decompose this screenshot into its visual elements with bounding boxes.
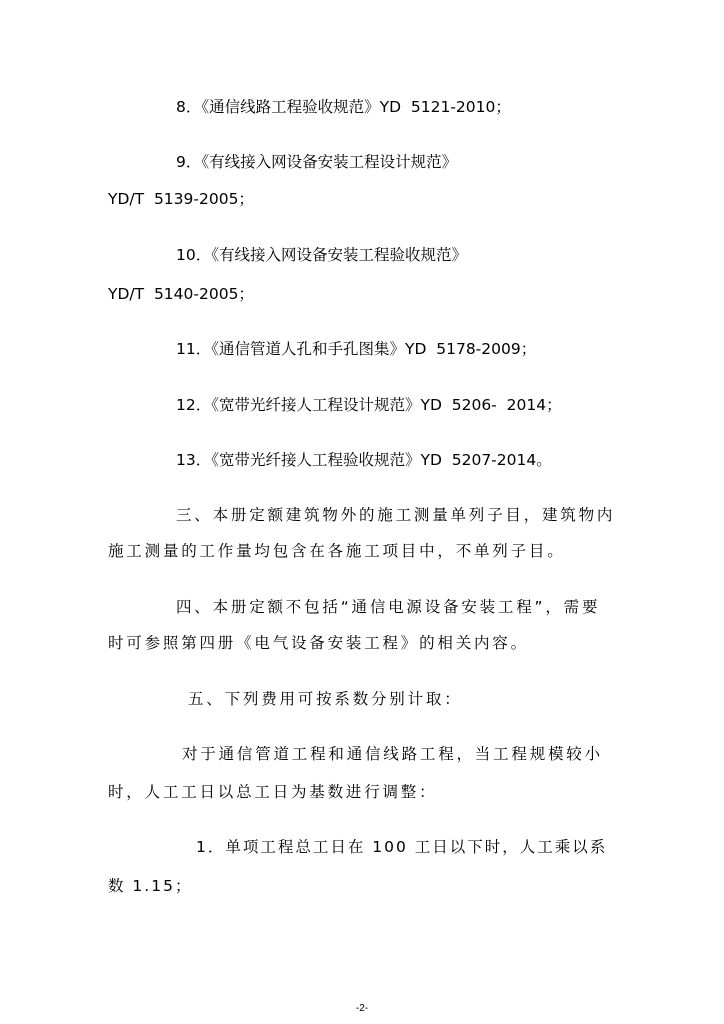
paragraph-5-heading: 五、下列费用可按系数分别计取： [188,690,463,708]
reference-item-9: 9．《有线接入网设备安装工程设计规范》 [176,153,458,171]
page-number: -2- [355,1003,369,1014]
reference-item-12: 12．《宽带光纤接人工程设计规范》YD 5206- 2014； [176,396,562,414]
reference-item-8: 8．《通信线路工程验收规范》YD 5121-2010； [176,98,511,116]
coefficient-item-1-line-1: 1．单项工程总工日在 100 工日以下时，人工乘以系 [196,838,608,856]
reference-item-11: 11．《通信管道人孔和手孔图集》YD 5178-2009； [176,340,537,358]
reference-item-9-code: YD/T 5139-2005； [108,190,254,208]
reference-item-10-code: YD/T 5140-2005； [108,285,254,303]
coefficient-item-1-line-2: 数 1.15； [108,877,193,895]
paragraph-4-line-1: 四、本册定额不包括“通信电源设备安装工程”，需要 [176,598,601,616]
paragraph-3-line-1: 三、本册定额建筑物外的施工测量单列子目，建筑物内 [176,506,616,524]
paragraph-5-body-line-2: 时，人工工日以总工日为基数进行调整： [108,783,438,801]
paragraph-5-body-line-1: 对于通信管道工程和通信线路工程，当工程规模较小 [182,745,603,763]
reference-item-10: 10．《有线接入网设备安装工程验收规范》 [176,246,467,264]
paragraph-3-line-2: 施工测量的工作量均包含在各施工项目中，不单列子目。 [108,542,566,560]
reference-item-13: 13．《宽带光纤接人工程验收规范》YD 5207-2014。 [176,451,552,469]
paragraph-4-line-2: 时可参照第四册《电气设备安装工程》的相关内容。 [108,634,529,652]
